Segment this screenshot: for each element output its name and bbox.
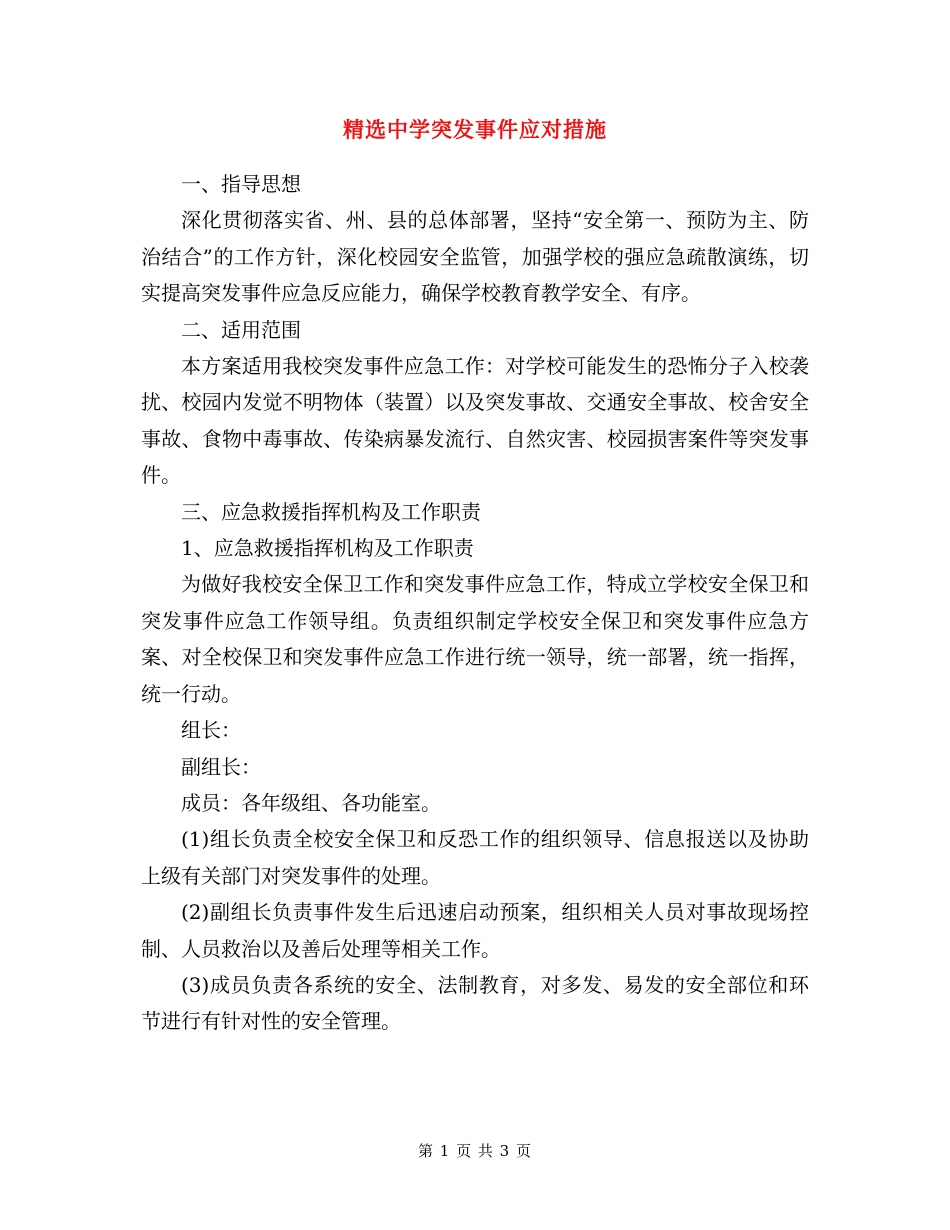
paragraph-guiding-ideology: 深化贯彻落实省、州、县的总体部署，坚持“安全第一、预防为主、防治结合”的工作方针，深化校园安全监管，加强学校的强应急疏散演练，切实提高突发事件应急反应能力，确保学校教育教学安全、有序。 bbox=[141, 208, 809, 306]
document-title: 精选中学突发事件应对措施 bbox=[343, 117, 607, 142]
page-footer: 第 1 页 共 3 页 bbox=[418, 1142, 532, 1160]
paragraph-scope: 本方案适用我校突发事件应急工作：对学校可能发生的恐怖分子入校袭扰、校园内发觉不明物体（装置）以及突发事故、交通安全事故、校舍安全事故、食物中毒事故、传染病暴发流行、自然灾害、校园损害案件等突发事件。 bbox=[141, 354, 809, 488]
section-heading-command-structure: 三、应急救援指挥机构及工作职责 bbox=[181, 499, 481, 524]
line-group-leader: 组长： bbox=[181, 718, 241, 743]
duty-item-3: (3)成员负责各系统的安全、法制教育，对多发、易发的安全部位和环节进行有针对性的安全管理。 bbox=[141, 972, 809, 1034]
subsection-heading-command-structure: 1、应急救援指挥机构及工作职责 bbox=[181, 536, 474, 561]
line-deputy-leader: 副组长： bbox=[181, 754, 261, 779]
section-heading-scope: 二、适用范围 bbox=[181, 317, 301, 342]
duty-item-2: (2)副组长负责事件发生后迅速启动预案，组织相关人员对事故现场控制、人员救治以及善后处理等相关工作。 bbox=[141, 900, 809, 961]
paragraph-leading-group: 为做好我校安全保卫工作和突发事件应急工作，特成立学校安全保卫和突发事件应急工作领导组。负责组织制定学校安全保卫和突发事件应急方案、对全校保卫和突发事件应急工作进行统一领导，统一部署，统一指挥，统一行动。 bbox=[141, 572, 809, 706]
section-heading-guiding-ideology: 一、指导思想 bbox=[181, 172, 301, 196]
line-members: 成员：各年级组、各功能室。 bbox=[181, 790, 441, 815]
document-body bbox=[141, 166, 809, 1040]
duty-item-1: (1)组长负责全校安全保卫和反恐工作的组织领导、信息报送以及协助上级有关部门对突发事件的处理。 bbox=[141, 827, 809, 888]
